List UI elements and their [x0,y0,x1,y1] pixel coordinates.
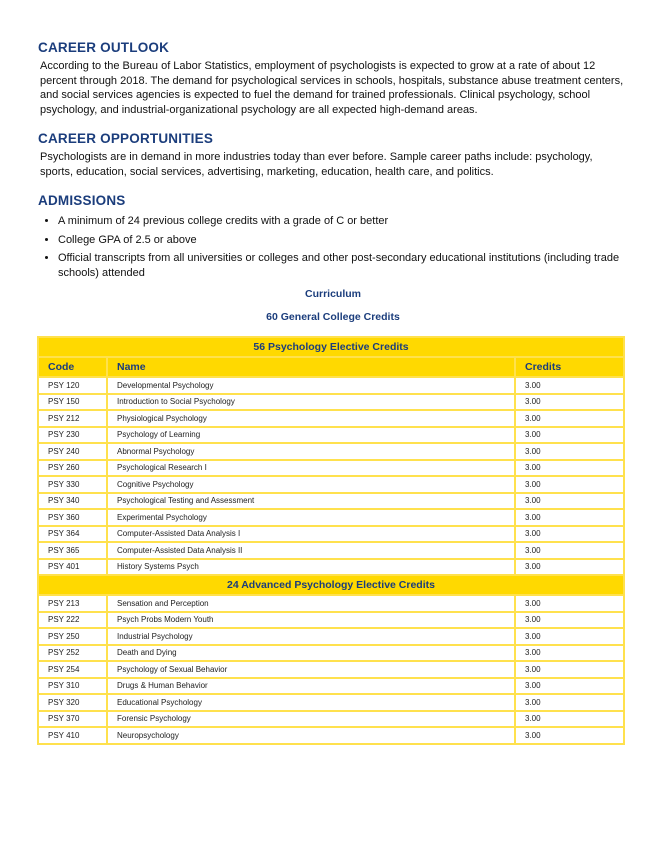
course-name: Introduction to Social Psychology [107,394,515,411]
career-opportunities-heading: CAREER OPPORTUNITIES [38,131,214,146]
admission-requirement: • Official transcripts from all universities or colleges and other post-secondary educational institutions (including trade schools) attended [58,251,628,280]
column-header-credits: Credits [515,357,624,377]
course-credits: 3.00 [515,526,624,543]
table-row [38,612,624,629]
career-outlook-text: According to the Bureau of Labor Statistics, employment of psychologists is expected to grow at a rate of about 12 percent through 2018. The demand for psychological services in schools, hospitals, substance abuse treatment centers, and social services agencies is expected to fuel the demand for trained professionals. Clinical psychology, school psychology, and industrial-organizational psychology are all expected high-demand areas. [40,60,624,116]
table-row [38,559,624,576]
course-credits: 3.00 [515,443,624,460]
table-row [38,711,624,728]
course-credits: 3.00 [515,476,624,493]
admissions-section [38,193,628,280]
table-row [38,727,624,744]
course-credits: 3.00 [515,460,624,477]
course-name: Neuropsychology [107,727,515,744]
course-name: Educational Psychology [107,694,515,711]
table-row [38,410,624,427]
course-credits: 3.00 [515,427,624,444]
course-credits: 3.00 [515,493,624,510]
course-credits: 3.00 [515,542,624,559]
table-row [38,628,624,645]
table-row [38,394,624,411]
table-row [38,427,624,444]
course-code: PSY 252 [38,645,107,662]
table-row [38,595,624,612]
course-code: PSY 365 [38,542,107,559]
course-code: PSY 360 [38,509,107,526]
course-credits: 3.00 [515,612,624,629]
course-credits: 3.00 [515,394,624,411]
course-credits: 3.00 [515,595,624,612]
course-code: PSY 340 [38,493,107,510]
course-name: Cognitive Psychology [107,476,515,493]
course-name: Death and Dying [107,645,515,662]
course-credits: 3.00 [515,509,624,526]
course-name: Physiological Psychology [107,410,515,427]
course-name: Experimental Psychology [107,509,515,526]
course-code: PSY 410 [38,727,107,744]
table-row [38,509,624,526]
table-row [38,476,624,493]
course-code: PSY 330 [38,476,107,493]
course-code: PSY 401 [38,559,107,576]
admission-requirement: • College GPA of 2.5 or above [58,233,628,248]
course-code: PSY 254 [38,661,107,678]
table-row [38,377,624,394]
table-row [38,645,624,662]
course-code: PSY 230 [38,427,107,444]
career-outlook-section [38,40,628,117]
career-opportunities-text: Psychologists are in demand in more industries today than ever before. Sample career paths include: psychology, sports, education, social services, advertising, marketing, education, health care, and politics. [40,151,593,178]
curriculum-subtitle: 60 General College Credits [266,311,400,323]
course-code: PSY 212 [38,410,107,427]
course-code: PSY 150 [38,394,107,411]
course-name: Psychology of Learning [107,427,515,444]
course-name: Computer-Assisted Data Analysis II [107,542,515,559]
curriculum-table [37,336,625,745]
course-name: History Systems Psych [107,559,515,576]
course-code: PSY 310 [38,678,107,695]
course-name: Industrial Psychology [107,628,515,645]
table-row [38,694,624,711]
course-name: Psychological Research I [107,460,515,477]
course-name: Psychology of Sexual Behavior [107,661,515,678]
course-credits: 3.00 [515,678,624,695]
table-row [38,460,624,477]
course-code: PSY 260 [38,460,107,477]
course-credits: 3.00 [515,377,624,394]
table-row [38,443,624,460]
course-credits: 3.00 [515,410,624,427]
course-code: PSY 364 [38,526,107,543]
course-name: Forensic Psychology [107,711,515,728]
admissions-heading: ADMISSIONS [38,193,126,208]
course-code: PSY 240 [38,443,107,460]
table-row [38,493,624,510]
course-credits: 3.00 [515,628,624,645]
course-code: PSY 250 [38,628,107,645]
course-credits: 3.00 [515,694,624,711]
course-credits: 3.00 [515,727,624,744]
table-row [38,542,624,559]
course-credits: 3.00 [515,645,624,662]
column-header-code: Code [38,357,107,377]
career-outlook-heading: CAREER OUTLOOK [38,40,170,55]
course-code: PSY 320 [38,694,107,711]
course-code: PSY 370 [38,711,107,728]
curriculum-title: Curriculum [304,288,361,300]
career-opportunities-section [38,131,628,179]
table-row [38,678,624,695]
course-credits: 3.00 [515,711,624,728]
course-code: PSY 213 [38,595,107,612]
course-name: Abnormal Psychology [107,443,515,460]
group-header: 24 Advanced Psychology Elective Credits [38,575,624,595]
course-credits: 3.00 [515,661,624,678]
course-credits: 3.00 [515,559,624,576]
course-name: Psychological Testing and Assessment [107,493,515,510]
course-code: PSY 222 [38,612,107,629]
course-name: Sensation and Perception [107,595,515,612]
column-header-name: Name [107,357,515,377]
course-code: PSY 120 [38,377,107,394]
course-name: Developmental Psychology [107,377,515,394]
admission-requirement: • A minimum of 24 previous college credits with a grade of C or better [58,214,628,229]
course-name: Psych Probs Modern Youth [107,612,515,629]
group-header: 56 Psychology Elective Credits [38,337,624,357]
table-row [38,526,624,543]
course-name: Drugs & Human Behavior [107,678,515,695]
table-row [38,661,624,678]
course-name: Computer-Assisted Data Analysis I [107,526,515,543]
